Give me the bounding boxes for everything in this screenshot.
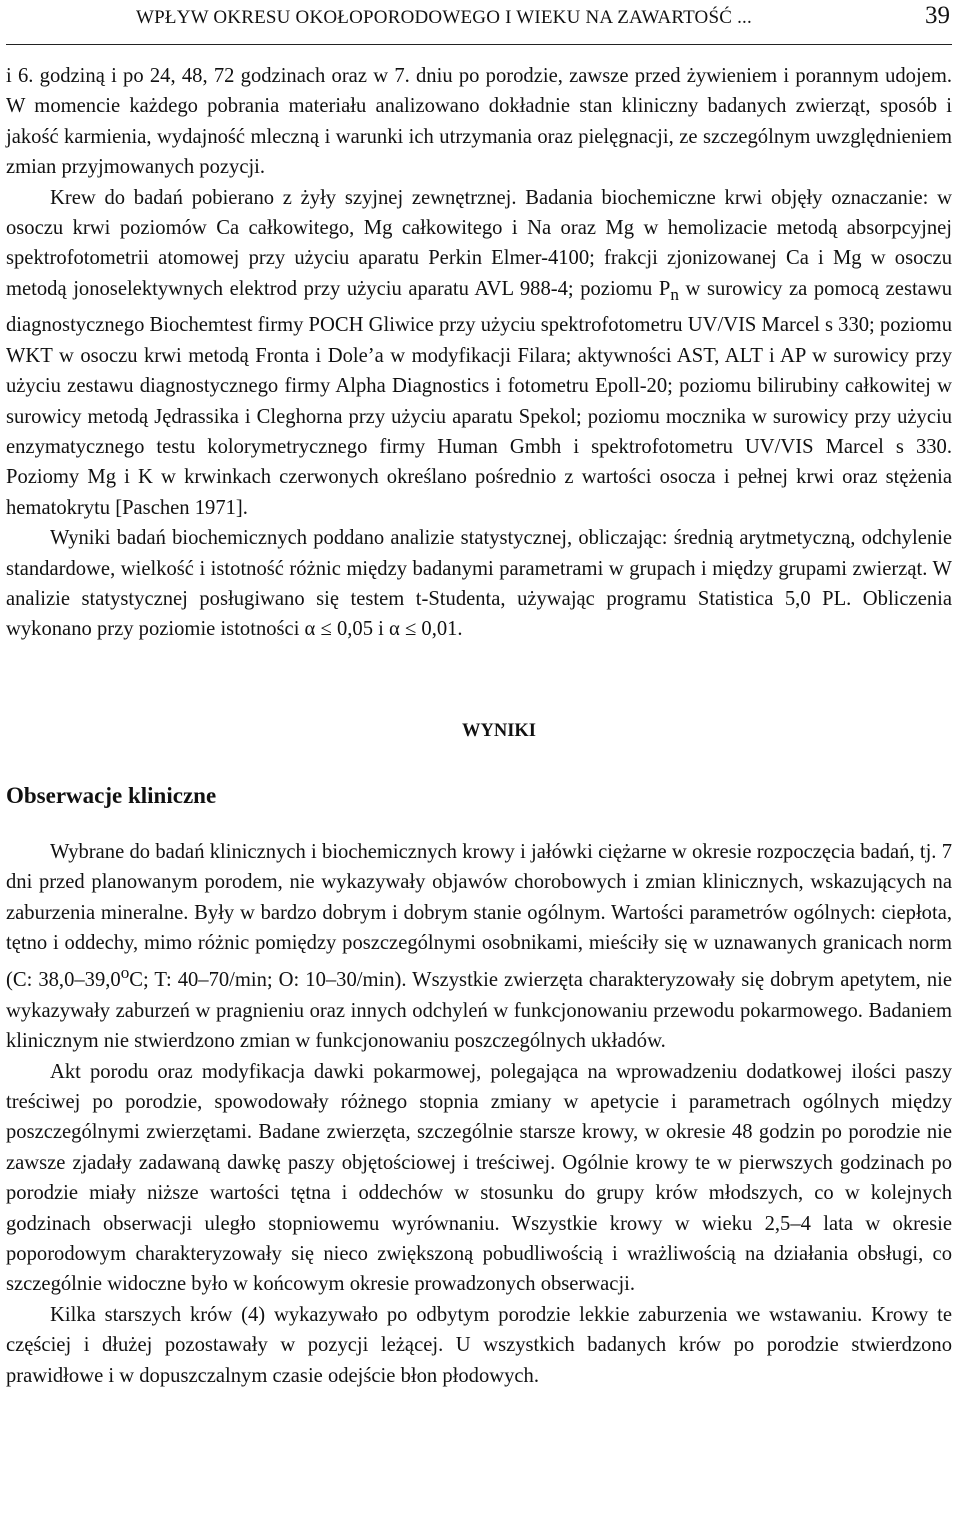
- results-paragraph-1-text-rest: C; T: 40–70/min; O: 10–30/min). Wszystkie zwierzęta charakteryzowały się dobrym apetytem, nie wykazywały zaburzeń w pragnieniu oraz innych odchyleń w funkcjonowaniu przewodu pokarmowego. Badaniem klinicznym nie stwierdzono zmian w funkcjonowaniu poszczególnych układów.: [6, 969, 953, 1053]
- degree-superscript: o: [120, 963, 130, 983]
- methods-paragraph-2-text: Krew do badań pobierano z żyły szyjnej zewnętrznej. Badania biochemiczne krwi objęły oznaczanie: w osoczu krwi poziomów Ca całkowitego, Mg całkowitego i Na oraz Mg w hemolizacie metodą absorpcyjnej spektrofotometrii atomowej przy użyciu aparatu Perkin Elmer-4100; frakcji zjonizowanej Ca i Mg w osoczu metodą jonoselektywnych elektrod przy użyciu aparatu AVL 988-4; poziomu P: [6, 186, 952, 300]
- results-paragraph-1-text: Wybrane do badań klinicznych i biochemicznych krowy i jałówki ciężarne w okresie rozpoczęcia badań, tj. 7 dni przed planowanym porodem, nie wykazywały objawów chorobowych i zmian klinicznych, wskazujących na zaburzenia mineralne. Były w bardzo dobrym i dobrym stanie ogólnym. Wartości parametrów ogólnych: ciepłota, tętno i oddechy, mimo różnic pomiędzy poszczególnymi osobnikami, mieściły się w uznawanych granicach norm (C: 38,0–39,0: [6, 840, 952, 992]
- methods-paragraph-3-text: Wyniki badań biochemicznych poddano analizie statystycznej, obliczając: średnią arytmetyczną, odchylenie standardowe, wielkość i istotność różnic między badanymi parametrami w grupach i między grupami zwierząt. W analizie statystycznej posługiwano się testem t-Studenta, używając programu Statistica 5,0 PL. Obliczenia wykonano przy poziomie istotności α ≤ 0,05 i α ≤ 0,01.: [6, 527, 952, 641]
- running-title: WPŁYW OKRESU OKOŁOPORODOWEGO I WIEKU NA ZAWARTOŚĆ ...: [136, 7, 752, 28]
- document-page: [6, 0, 952, 1391]
- results-paragraph-1: [6, 837, 952, 1057]
- running-header: [6, 0, 952, 45]
- results-paragraph-3: [6, 1300, 952, 1391]
- results-paragraph-2: [6, 1057, 952, 1300]
- results-paragraph-2-text: Akt porodu oraz modyfikacja dawki pokarmowej, polegająca na wprowadzeniu dodatkowej ilości paszy treściwej po porodzie, spowodowały różnego stopnia zmiany w apetycie i parametrach ogólnych między poszczególnymi zwierzętami. Badane zwierzęta, szczególnie starsze krowy, w okresie 48 godzin po porodzie nie zawsze zjadały zadawaną dawkę paszy objętościowej i treściwej. Ogólnie krowy te w pierwszych godzinach po porodzie miały niższe wartości tętna i oddechów w stosunku do grupy krów młodszych, co w kolejnych godzinach obserwacji uległo stopniowemu wyrównaniu. Wszystkie krowy w wieku 2,5–4 lata w okresie poporodowym charakteryzowały się nieco zwiększoną pobudliwością i wrażliwością na działania obsługi, co szczególnie widoczne było w końcowym okresie prowadzonych obserwacji.: [6, 1060, 952, 1296]
- results-paragraph-3-text: Kilka starszych krów (4) wykazywało po odbytym porodzie lekkie zaburzenia we wstawaniu. Krowy te częściej i dłużej pozostawały w pozycji leżącej. U wszystkich badanych krów po porodzie stwierdzono prawidłowe i w dopuszczalnym czasie odejście błon płodowych.: [6, 1303, 952, 1387]
- methods-paragraph-2-text-rest: w surowicy za pomocą zestawu diagnostycznego Biochemtest firmy POCH Gliwice przy użyciu spektrofotometru UV/VIS Marcel s 330; poziomu WKT w osoczu krwi metodą Fronta i Dole’a w modyfikacji Filara; aktywności AST, ALT i AP w surowicy przy użyciu zestawu diagnostycznego firmy Alpha Diagnostics i fotometru Epoll-20; poziomu bilirubiny całkowitej w surowicy metodą Jędrassika i Cleghorna przy użyciu aparatu Spekol; poziomu mocznika w surowicy przy użyciu enzymatycznego testu kolorymetrycznego firmy Human Gmbh i spektrofotometru UV/VIS Marcel s 330. Poziomy Mg i K w krwinkach czerwonych określano pośrednio z wartości osocza i pełnej krwi oraz stężenia hematokrytu [Paschen 1971].: [6, 277, 952, 519]
- page-number: 39: [925, 2, 950, 29]
- methods-paragraph-3: [6, 523, 952, 645]
- methods-paragraph-1-text: i 6. godziną i po 24, 48, 72 godzinach oraz w 7. dniu po porodzie, zawsze przed żywieniem i porannym udojem. W momencie każdego pobrania materiału analizowano dokładnie stan kliniczny badanych zwierząt, sposób i jakość karmienia, wydajność mleczną i warunki ich utrzymania oraz pielęgnacji, ze szczególnym uwzględnieniem zmian przyjmowanych pozycji.: [6, 65, 952, 179]
- subsection-title: Obserwacje kliniczne: [6, 782, 217, 808]
- methods-paragraph-1: [6, 61, 952, 183]
- phosphorus-subscript: n: [670, 284, 679, 304]
- methods-paragraph-2: [6, 183, 952, 524]
- results-heading: WYNIKI: [461, 720, 536, 741]
